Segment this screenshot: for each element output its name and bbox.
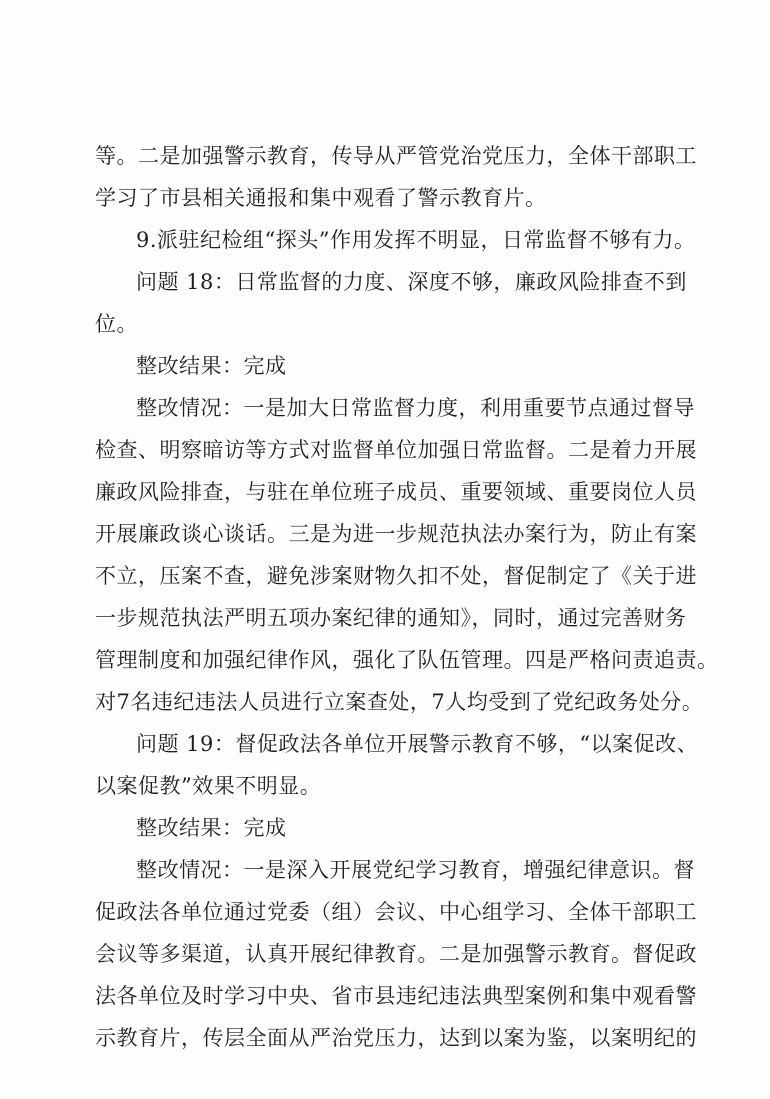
text-line: 整改结果：完成 (136, 354, 287, 378)
text-line: 会议等多渠道，认真开展纪律教育。二是加强警示教育。督促政 (95, 942, 697, 966)
text-line: 学习了市县相关通报和集中观看了警示教育片。 (95, 186, 547, 210)
text-line: 9.派驻纪检组“探头”作用发挥不明显，日常监督不够有力。 (136, 228, 696, 252)
text-line: 问题 19：督促政法各单位开展警示教育不够，“以案促改、 (136, 732, 699, 756)
text-line: 检查、明察暗访等方式对监督单位加强日常监督。二是着力开展 (95, 438, 697, 462)
text-line: 廉政风险排查，与驻在单位班子成员、重要领域、重要岗位人员 (95, 480, 697, 504)
text-line: 对7名违纪违法人员进行立案查处，7人均受到了党纪政务处分。 (95, 690, 704, 714)
text-line: 以案促教”效果不明显。 (95, 774, 322, 798)
text-line: 示教育片，传层全面从严治党压力，达到以案为鉴，以案明纪的 (95, 1026, 697, 1050)
text-line: 促政法各单位通过党委（组）会议、中心组学习、全体干部职工 (95, 900, 697, 924)
text-line: 问题 18：日常监督的力度、深度不够，廉政风险排查不到 (136, 270, 687, 294)
text-line: 位。 (95, 312, 138, 336)
text-line: 等。二是加强警示教育，传导从严管党治党压力，全体干部职工 (95, 144, 697, 168)
text-line: 开展廉政谈心谈话。三是为进一步规范执法办案行为，防止有案 (95, 522, 697, 546)
text-line: 法各单位及时学习中央、省市县违纪违法典型案例和集中观看警 (95, 984, 697, 1008)
text-line: 整改结果：完成 (136, 816, 287, 840)
text-line: 整改情况：一是深入开展党纪学习教育，增强纪律意识。督 (136, 858, 695, 882)
text-line: 不立，压案不查，避免涉案财物久扣不处，督促制定了《关于进 (95, 564, 697, 588)
text-line: 整改情况：一是加大日常监督力度，利用重要节点通过督导 (136, 396, 695, 420)
text-line: 管理制度和加强纪律作风，强化了队伍管理。四是严格问责追责。 (95, 648, 719, 672)
text-line: 一步规范执法严明五项办案纪律的通知》，同时，通过完善财务 (95, 606, 687, 630)
